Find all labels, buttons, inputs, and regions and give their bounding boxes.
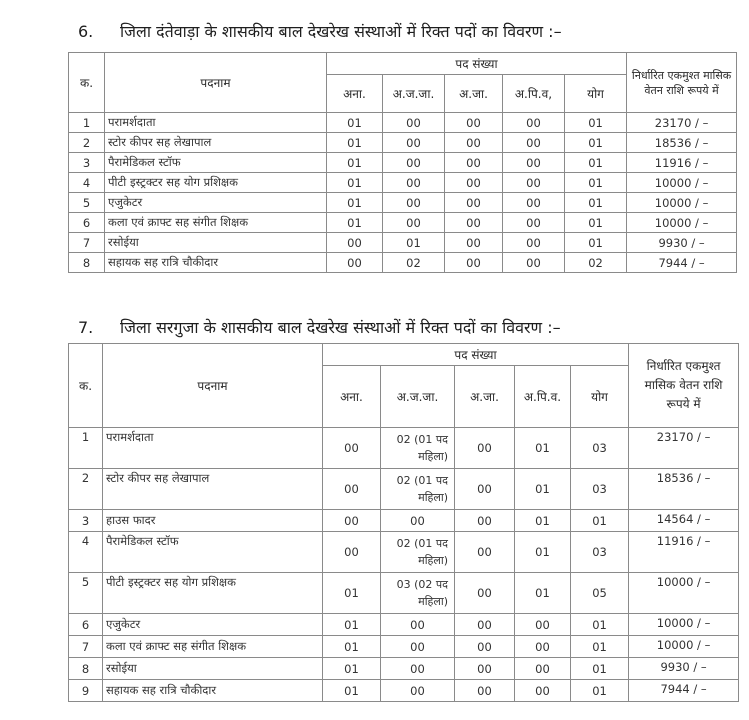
- table-row: [69, 173, 737, 193]
- cell-apiv: 00: [515, 680, 571, 702]
- cell-apiv: 01: [515, 510, 571, 532]
- cell-total: 03: [571, 532, 629, 573]
- cell-aja: 00: [445, 173, 503, 193]
- section-7-heading: [78, 316, 561, 338]
- cell-salary: 10000 / –: [627, 213, 737, 233]
- cell-total: 02: [565, 253, 627, 273]
- header-ajja: अ.ज.जा.: [381, 366, 455, 428]
- cell-aja: 00: [455, 680, 515, 702]
- table-row: [69, 113, 737, 133]
- cell-ajja: [381, 532, 455, 573]
- table-row: [69, 193, 737, 213]
- ajja-count: 03 (02 पद: [396, 578, 448, 591]
- cell-total: 01: [565, 193, 627, 213]
- cell-ajja: 00: [381, 510, 455, 532]
- cell-ana: 01: [323, 573, 381, 614]
- cell-salary: 18536 / –: [629, 469, 739, 510]
- cell-apiv: 00: [503, 113, 565, 133]
- section-title: जिला सरगुजा के शासकीय बाल देखरेख संस्थाओं में रिक्त पदों का विवरण :–: [120, 318, 561, 337]
- cell-total: 01: [571, 510, 629, 532]
- cell-salary: 14564 / –: [629, 510, 739, 532]
- cell-salary: 10000 / –: [629, 636, 739, 658]
- cell-post: स्टोर कीपर सह लेखापाल: [105, 133, 327, 153]
- header-ana: अना.: [327, 75, 383, 113]
- cell-salary: 18536 / –: [627, 133, 737, 153]
- table-row: [69, 532, 739, 573]
- header-total: योग: [565, 75, 627, 113]
- cell-aja: 00: [445, 253, 503, 273]
- cell-ajja: 00: [381, 658, 455, 680]
- cell-salary: 7944 / –: [629, 680, 739, 702]
- cell-salary: 10000 / –: [629, 573, 739, 614]
- cell-post: पैरामेडिकल स्टॉफ: [103, 532, 323, 573]
- cell-sr: 2: [69, 469, 103, 510]
- cell-apiv: 00: [503, 233, 565, 253]
- cell-salary: 23170 / –: [629, 428, 739, 469]
- table-row: [69, 658, 739, 680]
- cell-aja: 00: [445, 233, 503, 253]
- table-row: [69, 133, 737, 153]
- cell-aja: 00: [445, 113, 503, 133]
- cell-total: 05: [571, 573, 629, 614]
- cell-total: 03: [571, 428, 629, 469]
- cell-total: 01: [571, 658, 629, 680]
- header-post-count: पद संख्या: [323, 344, 629, 366]
- section-number: 6.: [78, 22, 94, 41]
- header-post: पदनाम: [105, 53, 327, 113]
- cell-apiv: 00: [515, 636, 571, 658]
- ajja-note: महिला): [418, 595, 448, 608]
- cell-total: 01: [565, 173, 627, 193]
- surguja-vacancy-table: [68, 343, 739, 702]
- cell-salary: 10000 / –: [629, 614, 739, 636]
- cell-ana: 01: [327, 153, 383, 173]
- cell-apiv: 00: [515, 614, 571, 636]
- cell-ajja: 00: [381, 636, 455, 658]
- cell-sr: 7: [69, 636, 103, 658]
- cell-salary: 11916 / –: [629, 532, 739, 573]
- cell-ana: 01: [327, 173, 383, 193]
- header-aja: अ.जा.: [445, 75, 503, 113]
- cell-total: 01: [571, 680, 629, 702]
- cell-apiv: 01: [515, 428, 571, 469]
- cell-ana: 00: [323, 428, 381, 469]
- cell-post: परामर्शदाता: [103, 428, 323, 469]
- cell-total: 01: [571, 636, 629, 658]
- ajja-count: 02 (01 पद: [396, 537, 448, 550]
- cell-apiv: 00: [503, 253, 565, 273]
- cell-aja: 00: [455, 469, 515, 510]
- header-total: योग: [571, 366, 629, 428]
- cell-sr: 8: [69, 658, 103, 680]
- cell-salary: 9930 / –: [629, 658, 739, 680]
- cell-total: 03: [571, 469, 629, 510]
- cell-post: कला एवं क्राफ्ट सह संगीत शिक्षक: [105, 213, 327, 233]
- cell-sr: 5: [69, 573, 103, 614]
- section-number: 7.: [78, 318, 94, 337]
- cell-post: कला एवं क्राफ्ट सह संगीत शिक्षक: [103, 636, 323, 658]
- cell-sr: 8: [69, 253, 105, 273]
- cell-ana: 01: [323, 658, 381, 680]
- header-sr: क.: [69, 53, 105, 113]
- cell-sr: 5: [69, 193, 105, 213]
- cell-post: पैरामेडिकल स्टॉफ: [105, 153, 327, 173]
- ajja-count: 02 (01 पद: [396, 433, 448, 446]
- cell-salary: 10000 / –: [627, 173, 737, 193]
- cell-ajja: 00: [381, 614, 455, 636]
- header-salary: निर्धारित एकमुश्त मासिक वेतन राशि रूपये में: [627, 53, 737, 113]
- cell-ana: 00: [327, 253, 383, 273]
- header-ajja: अ.ज.जा.: [383, 75, 445, 113]
- cell-ana: 00: [323, 532, 381, 573]
- cell-ajja: 00: [383, 113, 445, 133]
- cell-ajja: 00: [383, 153, 445, 173]
- table-row: [69, 253, 737, 273]
- cell-salary: 9930 / –: [627, 233, 737, 253]
- cell-apiv: 00: [503, 213, 565, 233]
- cell-post: सहायक सह रात्रि चौकीदार: [105, 253, 327, 273]
- header-apiv: अ.पि.व,: [503, 75, 565, 113]
- table-row: [69, 428, 739, 469]
- cell-sr: 6: [69, 213, 105, 233]
- cell-apiv: 01: [515, 532, 571, 573]
- cell-ana: 01: [327, 213, 383, 233]
- cell-post: रसोईया: [105, 233, 327, 253]
- table-row: [69, 573, 739, 614]
- cell-ajja: 00: [383, 133, 445, 153]
- header-post-count: पद संख्या: [327, 53, 627, 75]
- header-salary: निर्धारित एकमुश्त मासिक वेतन राशि रूपये में: [629, 344, 739, 428]
- cell-total: 01: [565, 133, 627, 153]
- cell-total: 01: [565, 113, 627, 133]
- header-apiv: अ.पि.व.: [515, 366, 571, 428]
- cell-apiv: 00: [503, 133, 565, 153]
- cell-ajja: [381, 573, 455, 614]
- cell-sr: 2: [69, 133, 105, 153]
- cell-post: एजुकेटर: [103, 614, 323, 636]
- cell-ajja: 00: [383, 213, 445, 233]
- dantewada-vacancy-table: [68, 52, 737, 273]
- table-row: [69, 510, 739, 532]
- table-row: [69, 636, 739, 658]
- cell-apiv: 00: [515, 658, 571, 680]
- cell-total: 01: [565, 153, 627, 173]
- cell-ana: 00: [323, 469, 381, 510]
- cell-ana: 00: [327, 233, 383, 253]
- cell-aja: 00: [455, 658, 515, 680]
- cell-salary: 11916 / –: [627, 153, 737, 173]
- table-row: [69, 469, 739, 510]
- cell-apiv: 01: [515, 573, 571, 614]
- cell-post: एजुकेटर: [105, 193, 327, 213]
- cell-sr: 7: [69, 233, 105, 253]
- table-row: [69, 153, 737, 173]
- cell-sr: 6: [69, 614, 103, 636]
- header-post: पदनाम: [103, 344, 323, 428]
- cell-ajja: [381, 428, 455, 469]
- cell-aja: 00: [445, 153, 503, 173]
- cell-salary: 7944 / –: [627, 253, 737, 273]
- cell-sr: 3: [69, 510, 103, 532]
- table-row: [69, 680, 739, 702]
- cell-aja: 00: [445, 213, 503, 233]
- cell-aja: 00: [455, 614, 515, 636]
- section-title: जिला दंतेवाड़ा के शासकीय बाल देखरेख संस्थाओं में रिक्त पदों का विवरण :–: [120, 22, 562, 41]
- cell-post: पीटी इस्ट्रक्टर सह योग प्रशिक्षक: [103, 573, 323, 614]
- cell-ana: 01: [323, 636, 381, 658]
- cell-post: हाउस फादर: [103, 510, 323, 532]
- header-aja: अ.जा.: [455, 366, 515, 428]
- cell-sr: 9: [69, 680, 103, 702]
- cell-post: सहायक सह रात्रि चौकीदार: [103, 680, 323, 702]
- cell-salary: 10000 / –: [627, 193, 737, 213]
- cell-apiv: 00: [503, 173, 565, 193]
- cell-total: 01: [565, 213, 627, 233]
- cell-aja: 00: [455, 510, 515, 532]
- cell-aja: 00: [455, 532, 515, 573]
- cell-ajja: 00: [383, 173, 445, 193]
- cell-ajja: 01: [383, 233, 445, 253]
- ajja-note: महिला): [418, 450, 448, 463]
- cell-salary: 23170 / –: [627, 113, 737, 133]
- cell-aja: 00: [445, 133, 503, 153]
- cell-ana: 00: [323, 510, 381, 532]
- cell-ajja: 02: [383, 253, 445, 273]
- ajja-count: 02 (01 पद: [396, 474, 448, 487]
- cell-ana: 01: [323, 680, 381, 702]
- ajja-note: महिला): [418, 491, 448, 504]
- cell-ajja: 00: [383, 193, 445, 213]
- cell-post: स्टोर कीपर सह लेखापाल: [103, 469, 323, 510]
- cell-sr: 4: [69, 532, 103, 573]
- cell-ana: 01: [327, 113, 383, 133]
- header-ana: अना.: [323, 366, 381, 428]
- table-row: [69, 213, 737, 233]
- header-sr: क.: [69, 344, 103, 428]
- cell-ana: 01: [327, 133, 383, 153]
- cell-ana: 01: [323, 614, 381, 636]
- cell-ana: 01: [327, 193, 383, 213]
- cell-total: 01: [565, 233, 627, 253]
- cell-aja: 00: [455, 636, 515, 658]
- cell-aja: 00: [445, 193, 503, 213]
- cell-sr: 1: [69, 113, 105, 133]
- cell-post: पीटी इस्ट्रक्टर सह योग प्रशिक्षक: [105, 173, 327, 193]
- cell-sr: 4: [69, 173, 105, 193]
- cell-aja: 00: [455, 573, 515, 614]
- cell-sr: 3: [69, 153, 105, 173]
- table-row: [69, 233, 737, 253]
- cell-apiv: 00: [503, 193, 565, 213]
- cell-ajja: [381, 469, 455, 510]
- cell-post: परामर्शदाता: [105, 113, 327, 133]
- cell-sr: 1: [69, 428, 103, 469]
- cell-aja: 00: [455, 428, 515, 469]
- cell-post: रसोईया: [103, 658, 323, 680]
- ajja-note: महिला): [418, 554, 448, 567]
- section-6-heading: [78, 20, 562, 42]
- cell-apiv: 00: [503, 153, 565, 173]
- cell-ajja: 00: [381, 680, 455, 702]
- table-row: [69, 614, 739, 636]
- cell-total: 01: [571, 614, 629, 636]
- cell-apiv: 01: [515, 469, 571, 510]
